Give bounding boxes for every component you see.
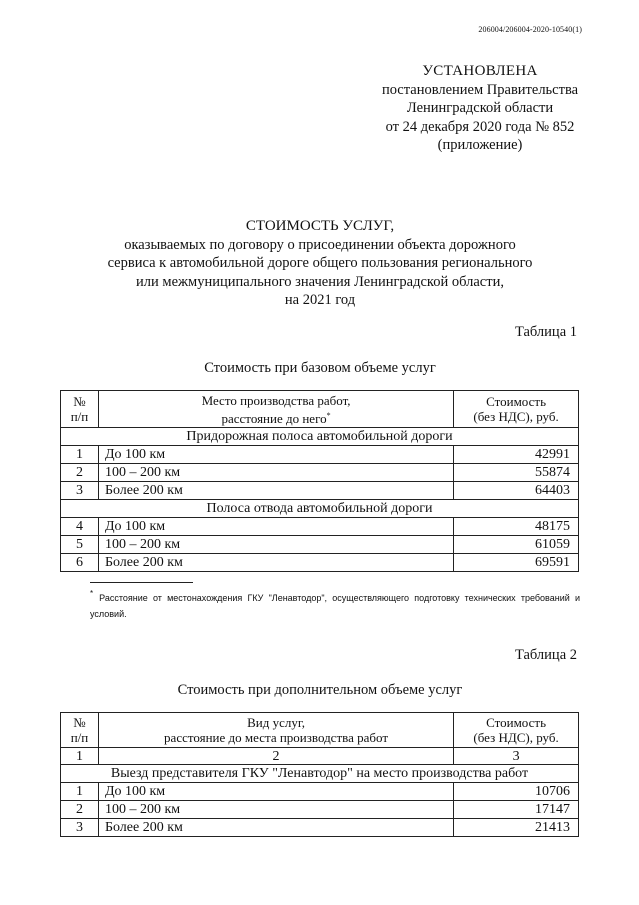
table2-label: Таблица 2 — [514, 647, 577, 663]
row-value: 69591 — [454, 554, 579, 572]
row-number: 3 — [61, 819, 99, 837]
row-number: 2 — [61, 464, 99, 482]
table1-caption: Стоимость при базовом объеме услуг — [204, 360, 436, 376]
row-name: Более 200 км — [98, 554, 453, 572]
row-value: 17147 — [454, 801, 579, 819]
footnote-mark: * — [90, 589, 94, 598]
title-line: или межмуниципального значения Ленинградской области, — [136, 273, 504, 290]
row-name: 100 – 200 км — [98, 536, 453, 554]
row-value: 10706 — [454, 783, 579, 801]
document-title — [60, 217, 580, 310]
footnote-divider — [90, 582, 193, 583]
row-name: 100 – 200 км — [98, 464, 453, 482]
header-num: № п/п — [61, 391, 99, 428]
row-name: Более 200 км — [98, 482, 453, 500]
row-name: До 100 км — [98, 518, 453, 536]
title-line: на 2021 год — [284, 292, 356, 308]
table-row — [61, 536, 579, 554]
header-place: Место производства работ, расстояние до него* — [98, 391, 453, 428]
document-id: 206004/206004-2020-10540(1) — [478, 25, 582, 34]
row-number: 1 — [61, 446, 99, 464]
row-value: 64403 — [454, 482, 579, 500]
table-row — [61, 801, 579, 819]
column-number: 2 — [98, 748, 453, 765]
column-number: 1 — [61, 748, 99, 765]
table-row — [61, 446, 579, 464]
table-row — [61, 819, 579, 837]
table2 — [60, 712, 579, 837]
row-value: 42991 — [454, 446, 579, 464]
table2-caption: Стоимость при дополнительном объеме услуг — [177, 682, 463, 698]
row-number: 2 — [61, 801, 99, 819]
approval-line: от 24 декабря 2020 года № 852 — [385, 118, 575, 135]
row-name: До 100 км — [98, 446, 453, 464]
row-value: 48175 — [454, 518, 579, 536]
approval-block — [355, 62, 605, 155]
row-value: 21413 — [454, 819, 579, 837]
table-row — [61, 482, 579, 500]
approval-line: постановлением Правительства — [381, 81, 579, 98]
approval-line: Ленинградской области — [406, 100, 554, 116]
footnote-marker: * — [326, 410, 331, 420]
row-value: 61059 — [454, 536, 579, 554]
row-number: 1 — [61, 783, 99, 801]
row-number: 4 — [61, 518, 99, 536]
row-value: 55874 — [454, 464, 579, 482]
title-line: оказываемых по договору о присоединении объекта дорожного — [124, 236, 516, 253]
table1-label: Таблица 1 — [514, 324, 577, 340]
section-row — [61, 765, 579, 783]
row-name: Более 200 км — [98, 819, 453, 837]
header-cost: Стоимость (без НДС), руб. — [454, 391, 579, 428]
row-number: 3 — [61, 482, 99, 500]
row-number: 5 — [61, 536, 99, 554]
column-number-row — [61, 748, 579, 765]
footnote — [90, 586, 580, 622]
row-number: 6 — [61, 554, 99, 572]
row-name: До 100 км — [98, 783, 453, 801]
table-row — [61, 518, 579, 536]
title-line: сервиса к автомобильной дороге общего пользования регионального — [107, 255, 533, 271]
header-num: № п/п — [61, 713, 99, 748]
table1-header-row — [61, 391, 579, 428]
section-title: Выезд представителя ГКУ "Ленавтодор" на место производства работ — [61, 765, 579, 783]
footnote-text: Расстояние от местонахождения ГКУ "Ленавтодор", осуществляющего подготовку технических требований и условий. — [90, 593, 580, 619]
table-row — [61, 554, 579, 572]
row-name: 100 – 200 км — [98, 801, 453, 819]
section-title: Придорожная полоса автомобильной дороги — [61, 428, 579, 446]
section-row — [61, 500, 579, 518]
section-row — [61, 428, 579, 446]
column-number: 3 — [454, 748, 579, 765]
header-cost: Стоимость (без НДС), руб. — [454, 713, 579, 748]
table-row — [61, 464, 579, 482]
section-title: Полоса отвода автомобильной дороги — [61, 500, 579, 518]
header-kind: Вид услуг, расстояние до места производства работ — [98, 713, 453, 748]
table-row — [61, 783, 579, 801]
approval-heading: УСТАНОВЛЕНА — [422, 63, 538, 79]
title-heading: СТОИМОСТЬ УСЛУГ, — [245, 218, 395, 234]
approval-line: (приложение) — [437, 137, 523, 153]
table1 — [60, 390, 579, 572]
table2-header-row — [61, 713, 579, 748]
